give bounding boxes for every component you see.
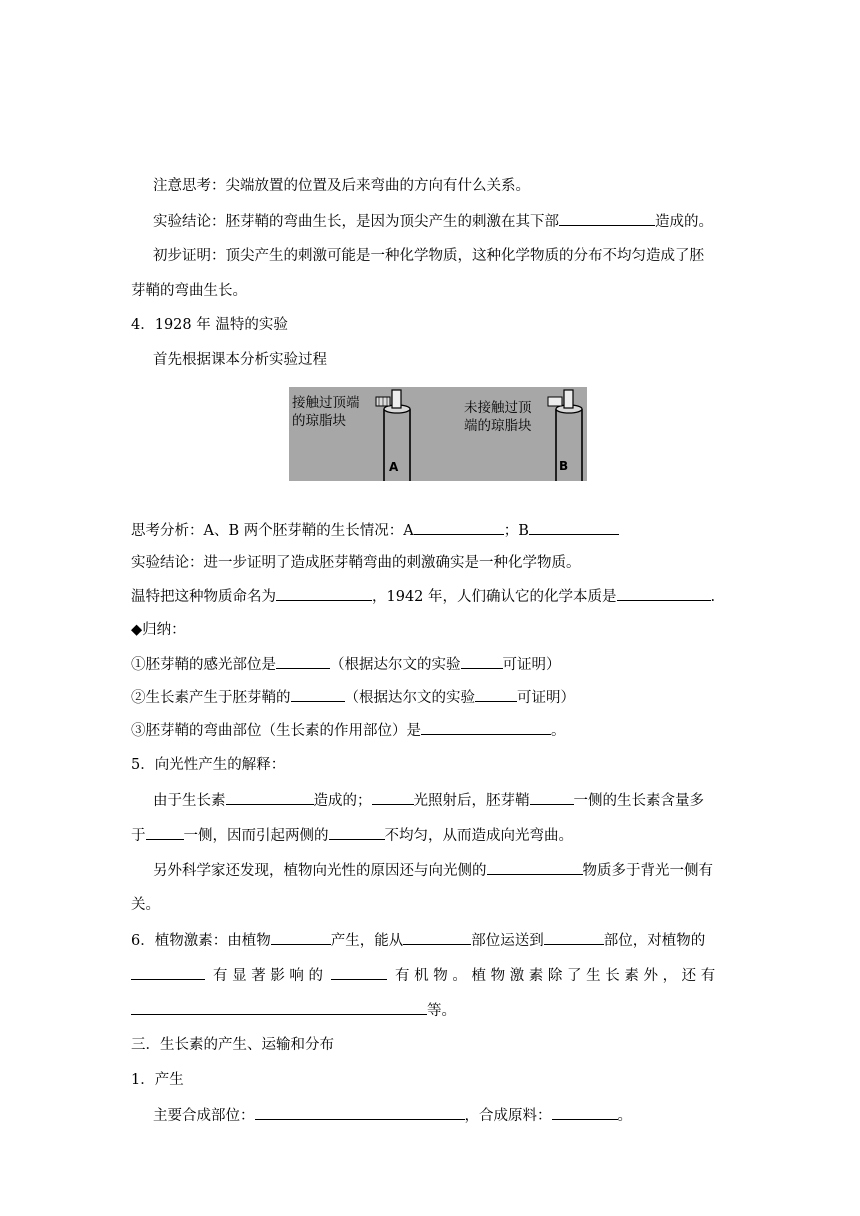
synthesis-line — [153, 1105, 632, 1126]
summary-heading — [131, 620, 186, 640]
fill-blank[interactable] — [475, 687, 517, 702]
letter-a: A — [389, 460, 399, 474]
label-a — [292, 394, 360, 430]
text: 5．向光性产生的解释： — [131, 757, 286, 773]
text: 另外科学家还发现，植物向光性的原因还与向光侧的 — [153, 863, 487, 879]
agar-block-b — [548, 397, 562, 406]
fill-blank[interactable] — [617, 586, 711, 601]
text: ③胚芽鞘的弯曲部位（生长素的作用部位）是 — [131, 723, 421, 739]
text: 部位运送到 — [471, 933, 544, 949]
text: （根据达尔文的实验 — [344, 690, 475, 706]
conclusion-line-2 — [131, 553, 581, 573]
text: 有 显 著 影 响 的 — [213, 968, 324, 984]
text: 实验结论：进一步证明了造成胚芽鞘弯曲的刺激确实是一种化学物质。 — [131, 555, 581, 571]
note-text: 注意思考：尖端放置的位置及后来弯曲的方向有什么关系。 — [153, 178, 530, 194]
fill-blank[interactable] — [544, 930, 604, 945]
text: 有 机 物 。 植 物 激 素 除 了 生 长 素 外 ， 还 有 — [395, 968, 716, 984]
text: 首先根据课本分析实验过程 — [153, 352, 327, 368]
explanation-line-3 — [153, 860, 713, 881]
text: 造成的； — [313, 793, 372, 809]
label-a-line1: 接触过顶端 — [292, 395, 360, 411]
hormone-line-2 — [131, 965, 715, 986]
fill-blank[interactable] — [421, 720, 551, 735]
letter-b: B — [559, 459, 569, 473]
summary-item-1 — [131, 654, 561, 675]
analysis-line — [131, 520, 619, 541]
text: 可证明） — [502, 657, 561, 673]
text: ②生长素产生于胚芽鞘的 — [131, 690, 291, 706]
experiment-figure — [289, 387, 587, 481]
instruction-line — [153, 350, 327, 370]
preliminary-proof-line — [153, 246, 704, 266]
section-heading-6 — [131, 930, 705, 951]
text: 不均匀，从而造成向光弯曲。 — [384, 828, 573, 844]
section-heading-4 — [131, 315, 288, 335]
text: ；B — [503, 523, 529, 539]
text: 思考分析：A、B 两个胚芽鞘的生长情况：A — [131, 523, 414, 539]
summary-item-3 — [131, 720, 566, 741]
text: 6．植物激素：由植物 — [131, 933, 271, 949]
fill-blank[interactable] — [552, 1105, 618, 1120]
naming-line — [131, 586, 715, 607]
fill-blank[interactable] — [131, 1000, 427, 1015]
fill-blank[interactable] — [291, 687, 345, 702]
text: . — [710, 589, 716, 605]
text: ，合成原料： — [464, 1108, 552, 1124]
text: 1．产生 — [131, 1072, 184, 1088]
text: 4．1928 年 温特的实验 — [131, 317, 288, 333]
subheading-1 — [131, 1070, 184, 1090]
fill-blank[interactable] — [146, 825, 184, 840]
fill-blank[interactable] — [329, 825, 385, 840]
text: 。 — [551, 723, 566, 739]
text: 部位，对植物的 — [603, 933, 706, 949]
fill-blank[interactable] — [403, 930, 471, 945]
text: （根据达尔文的实验 — [330, 657, 461, 673]
fill-blank[interactable] — [530, 790, 574, 805]
fill-blank[interactable] — [372, 790, 414, 805]
fill-blank[interactable] — [271, 930, 331, 945]
explanation-line-2 — [131, 825, 573, 846]
text: 可证明） — [517, 690, 575, 706]
label-b-line1: 未接触过顶 — [464, 400, 532, 416]
text: 温特把这种物质命名为 — [131, 589, 276, 605]
chapter-heading-3 — [131, 1035, 334, 1055]
fill-blank[interactable] — [276, 654, 330, 669]
text: 主要合成部位： — [153, 1108, 255, 1124]
text: 等。 — [427, 1003, 456, 1019]
text: 造成的。 — [655, 214, 713, 230]
explanation-line-4 — [131, 895, 160, 915]
fill-blank[interactable] — [226, 790, 314, 805]
text: 初步证明：顶尖产生的刺激可能是一种化学物质，这种化学物质的分布不均匀造成了胚 — [153, 248, 704, 264]
text: 关。 — [131, 897, 160, 913]
label-a-line2: 的琼脂块 — [292, 413, 346, 429]
text: 物质多于背光一侧有 — [582, 863, 713, 879]
text: 光照射后，胚芽鞘 — [413, 793, 530, 809]
text: 芽鞘的弯曲生长。 — [131, 283, 247, 299]
summary-item-2 — [131, 687, 575, 708]
fill-blank-b[interactable] — [529, 520, 619, 535]
text: 三．生长素的产生、运输和分布 — [131, 1037, 334, 1053]
fill-blank[interactable] — [559, 211, 655, 226]
text: 。 — [617, 1108, 632, 1124]
text: 实验结论：胚芽鞘的弯曲生长，是因为顶尖产生的刺激在其下部 — [153, 214, 559, 230]
fill-blank[interactable] — [276, 586, 372, 601]
fill-blank[interactable] — [487, 860, 583, 875]
text: 于 — [131, 828, 146, 844]
explanation-line-1 — [153, 790, 704, 811]
fill-blank[interactable] — [255, 1105, 465, 1120]
fill-blank[interactable] — [131, 965, 205, 980]
fill-blank[interactable] — [461, 654, 503, 669]
label-b — [464, 399, 532, 435]
section-heading-5 — [131, 755, 285, 775]
text: 由于生长素 — [153, 793, 226, 809]
preliminary-proof-line-2 — [131, 281, 247, 301]
fill-blank[interactable] — [331, 965, 387, 980]
text: 一侧的生长素含量多 — [573, 793, 704, 809]
hormone-line-3 — [131, 1000, 456, 1021]
text: 产生，能从 — [330, 933, 404, 949]
text: 一侧，因而引起两侧的 — [183, 828, 329, 844]
note-line — [153, 176, 530, 196]
label-b-line2: 端的琼脂块 — [464, 418, 532, 434]
text: ◆归纳： — [131, 622, 186, 638]
text: ，1942 年，人们确认它的化学本质是 — [372, 589, 617, 605]
fill-blank-a[interactable] — [414, 520, 504, 535]
text: ①胚芽鞘的感光部位是 — [131, 657, 276, 673]
conclusion-line-1 — [153, 211, 713, 232]
